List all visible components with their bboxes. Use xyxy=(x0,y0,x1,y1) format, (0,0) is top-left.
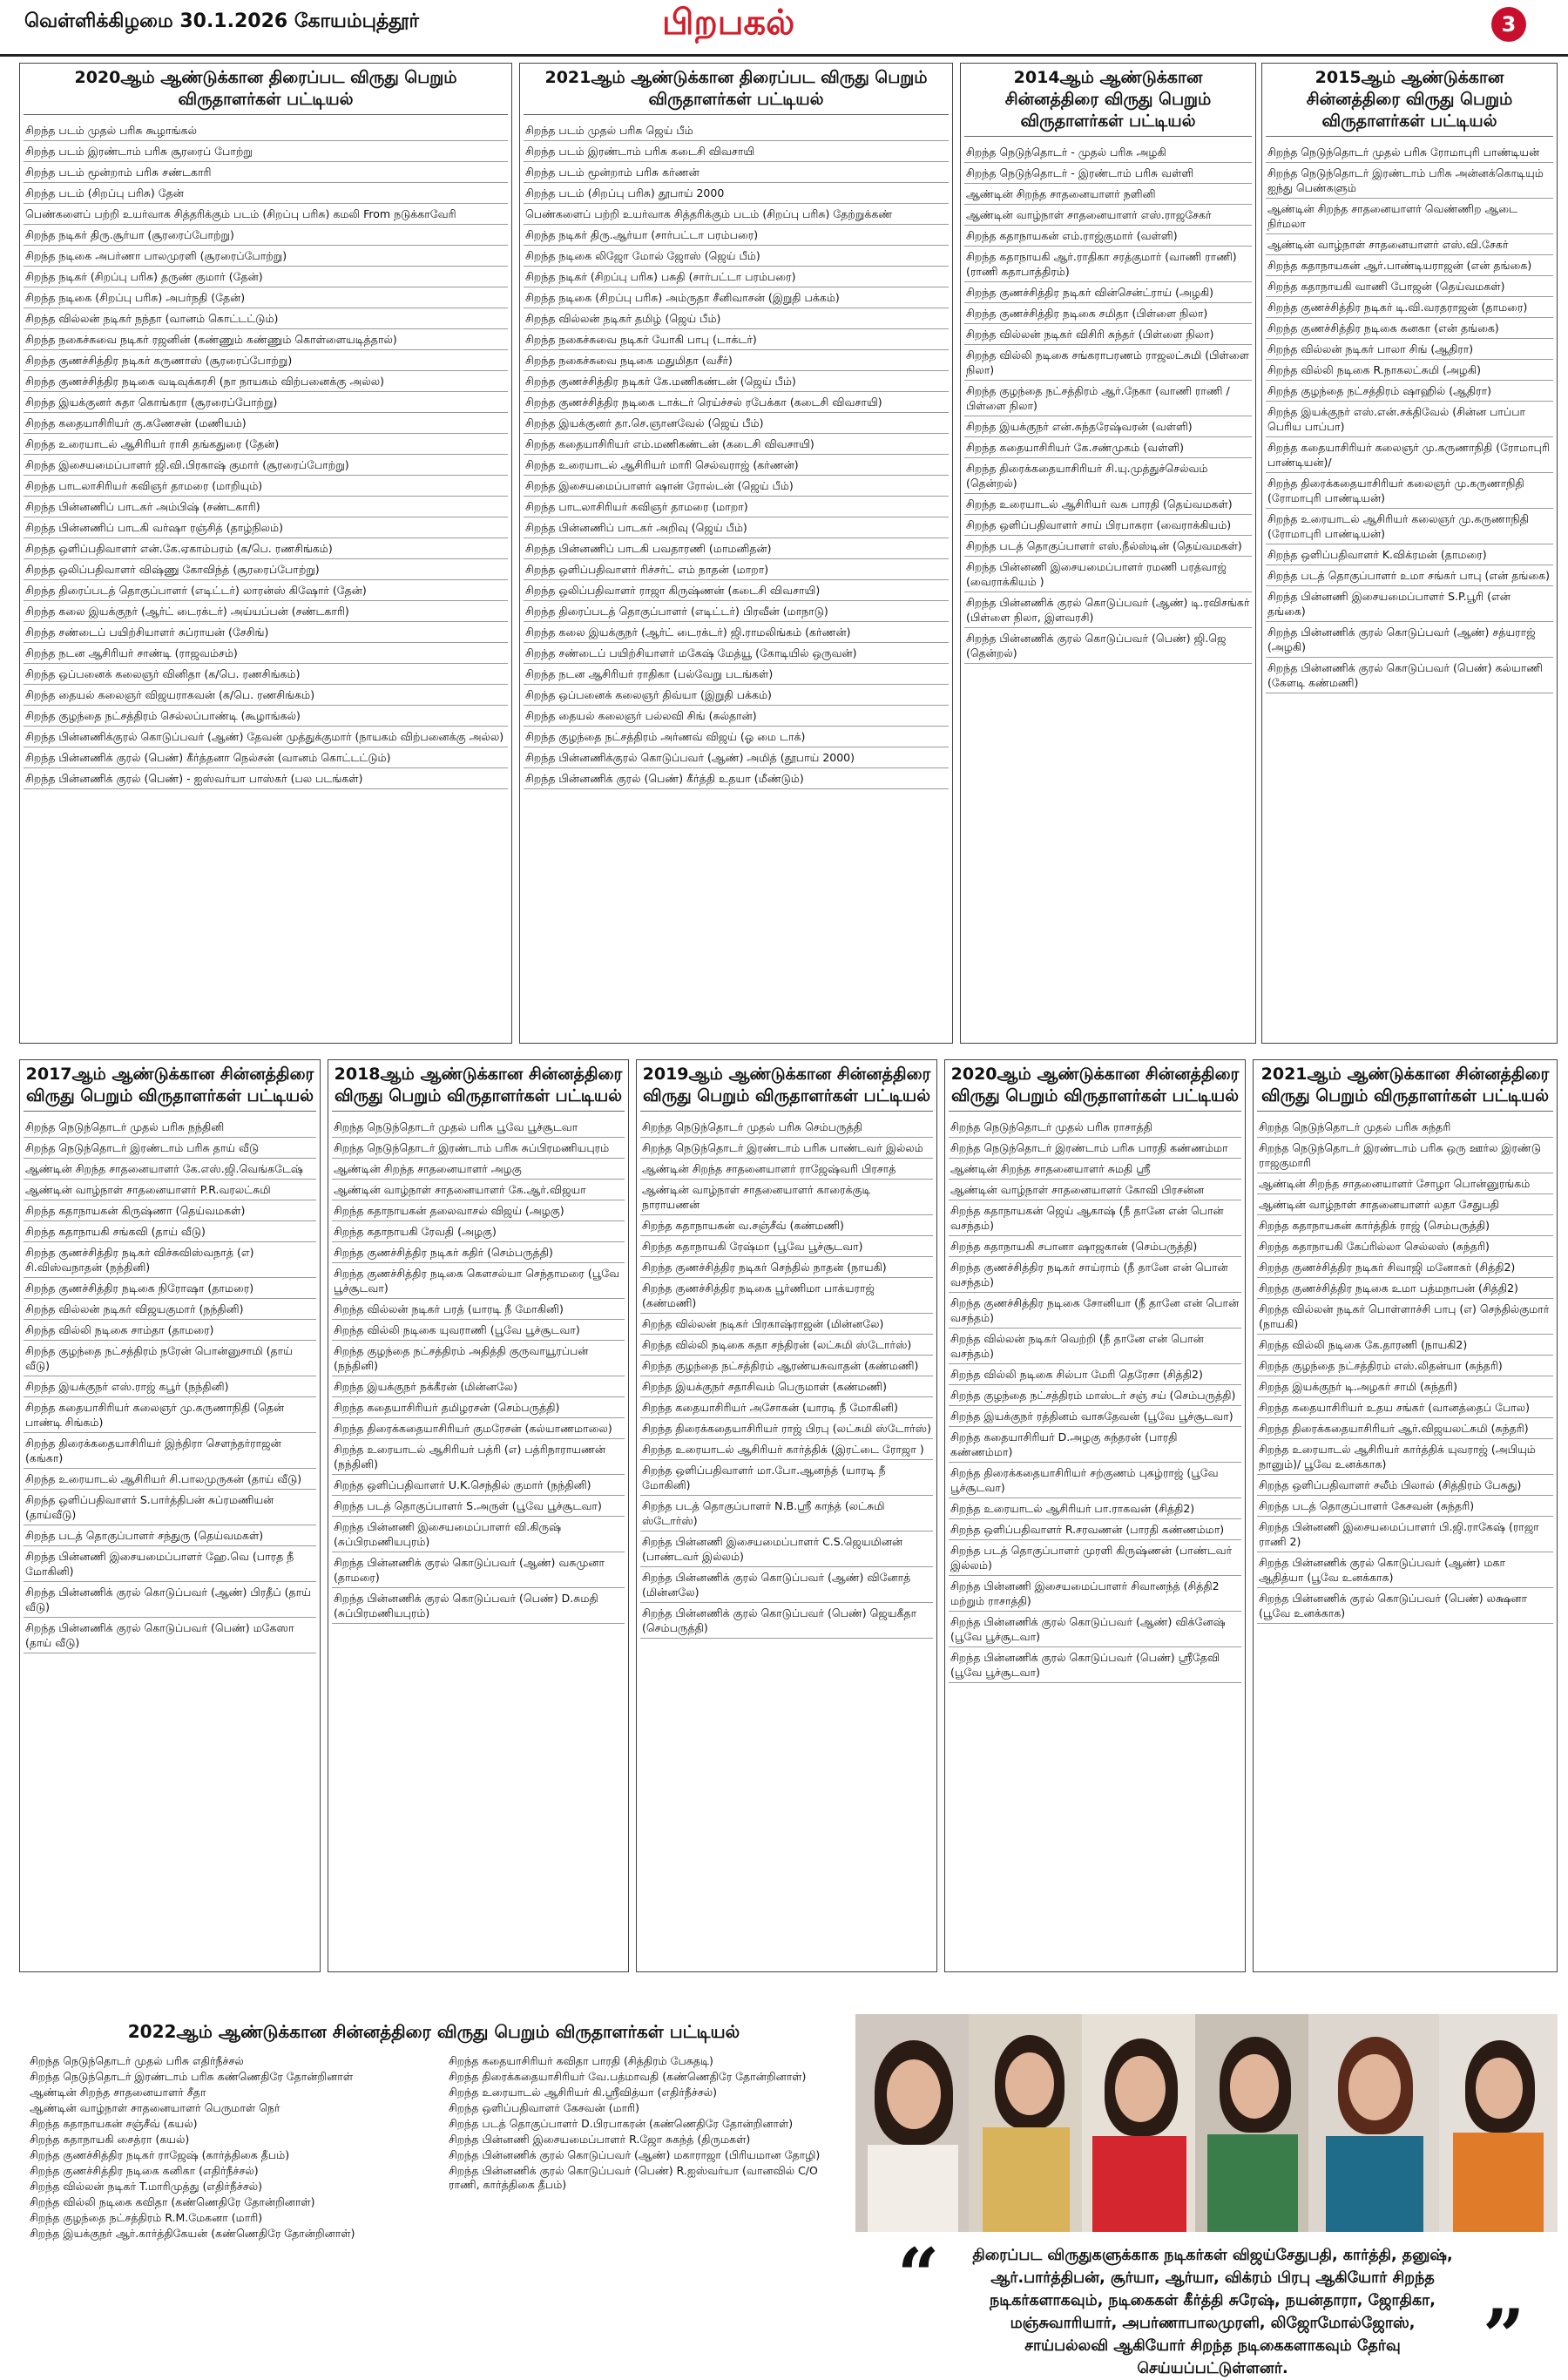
award-entry: சிறந்த உரையாடல் ஆசிரியர் மாரி செல்வராஜ் (கர்ணன்) xyxy=(524,455,949,476)
award-entry: பெண்களைப் பற்றி உயர்வாக சித்தரிக்கும் படம் (சிறப்பு பரிசு) தேற்றுக்கண் xyxy=(524,204,949,225)
actress-photo-2 xyxy=(969,2014,1082,2232)
award-entry: சிறந்த சண்டைப் பயிற்சியாளர் மகேஷ் மேத்யூ (கோடியில் ஒருவன்) xyxy=(524,643,949,664)
award-entry: சிறந்த ஒலிப்பதிவாளர் ராஜா கிருஷ்ணன் (கடைசி விவசாயி) xyxy=(524,580,949,601)
award-entry: சிறந்த இயக்குநர் டி.அழகர் சாமி (சுந்தரி) xyxy=(1257,1376,1553,1397)
award-entry: சிறந்த கதையாசிரியர் கே.சண்முகம் (வள்ளி) xyxy=(964,437,1252,458)
award-entry: சிறந்த இயக்குநர் ரத்தினம் வாசுதேவன் (பூவே பூச்சூடவா) xyxy=(949,1406,1241,1427)
award-entry: சிறந்த பின்னணிப் பாடகி வர்ஷா ரஞ்சித் (தாழ்நிலம்) xyxy=(24,517,508,538)
award-entry: சிறந்த படத் தொகுப்பாளர் சந்துரு (தெய்வமகள்) xyxy=(24,1525,316,1546)
tv-awards-2020-list xyxy=(949,1117,1241,1683)
award-entry: சிறந்த படம் இரண்டாம் பரிசு கடைசி விவசாயி xyxy=(524,141,949,162)
tv-awards-2022-title: 2022ஆம் ஆண்டுக்கான சின்னத்திரை விருது பெறும் விருதாளர்கள் பட்டியல் xyxy=(127,2021,740,2042)
actress-photo-collage xyxy=(855,2014,1558,2232)
award-entry: சிறந்த பின்னணிப் பாடகர் அறிவு (ஜெய் பீம்) xyxy=(524,517,949,538)
award-entry: சிறந்த படத் தொகுப்பாளர் N.B.ஸ்ரீ காந்த் (லட்சுமி ஸ்டோர்ஸ்) xyxy=(640,1496,933,1531)
award-entry: சிறந்த படம் முதல் பரிசு ஜெய் பீம் xyxy=(524,120,949,141)
award-entry: சிறந்த பின்னணிக் குரல் கொடுப்பவர் (பெண்) மகேஸா (தாய் வீடு) xyxy=(24,1618,316,1653)
award-entry: சிறந்த கதையாசிரியர் கு.கணேசன் (மணியம்) xyxy=(24,413,508,434)
award-entry: சிறந்த படம் (சிறப்பு பரிசு) தூபாய் 2000 xyxy=(524,183,949,204)
award-entry: சிறந்த நெடுந்தொடர் இரண்டாம் பரிசு அன்னக்கொடியும் ஐந்து பெண்களும் xyxy=(1266,163,1553,199)
award-entry: சிறந்த கதாநாயகன் வ.சஞ்சீவ் (கண்மணி) xyxy=(640,1215,933,1236)
award-entry: சிறந்த நடிகர் (சிறப்பு பரிசு) பசுதி (சார்பட்டா பரம்பரை) xyxy=(524,267,949,287)
award-entry: சிறந்த பின்னணிக் குரல் (பெண்) கீர்த்தனா நெல்சன் (வானம் கொட்டட்டும்) xyxy=(24,747,508,768)
tv-awards-2018-list xyxy=(332,1117,625,1624)
award-entry: சிறந்த நடிகர் திரு.சூர்யா (சூரரைப்போற்று) xyxy=(24,225,508,246)
award-entry: சிறந்த நடன ஆசிரியர் ராதிகா (பல்வேறு படங்கள்) xyxy=(524,664,949,685)
award-entry: சிறந்த வில்லி நடிகை சில்பா மேரி தெரேசா (சித்தி2) xyxy=(949,1364,1241,1385)
award-entry: சிறந்த பின்னணிக் குரல் கொடுப்பவர் (பெண்) ஜி.ஜெ (தென்றல்) xyxy=(964,628,1252,664)
award-entry: சிறந்த குணச்சித்திர நடிகர் சிவாஜி மனோகர் (சித்தி2) xyxy=(1257,1257,1553,1278)
award-entry: சிறந்த பின்னணிக் குரல் கொடுப்பவர் (பெண்) ஜெயகீதா (செம்பருத்தி) xyxy=(640,1603,933,1639)
award-entry: சிறந்த ஒளிப்பதிவாளர் கேசவன் (மாரி) xyxy=(449,2101,640,2114)
award-entry: சிறந்த கதாநாயகி கேப்ரில்லா செல்லஸ் (சுந்தரி) xyxy=(1257,1236,1553,1257)
film-awards-2020-list xyxy=(24,120,508,789)
award-entry: சிறந்த கதாநாயகி ரேவதி (அழகு) xyxy=(332,1221,625,1242)
award-entry: சிறந்த ஒளிப்பதிவாளர் U.K.செந்தில் குமார் (நந்தினி) xyxy=(332,1475,625,1496)
award-entry: சிறந்த உரையாடல் ஆசிரியர் ராசி தங்கதுரை (தேன்) xyxy=(24,434,508,455)
award-entry: சிறந்த பின்னணி இசையமைப்பாளர் வி.கிருஷ் (சுப்பிரமணியபுரம்) xyxy=(332,1517,625,1552)
award-entry: சிறந்த உரையாடல் ஆசிரியர் வசு பாரதி (தெய்வமகள்) xyxy=(964,494,1252,515)
award-entry: சிறந்த நடிகை (சிறப்பு பரிசு) அபர்நதி (தேன்) xyxy=(24,287,508,308)
award-entry: சிறந்த பின்னணி இசையமைப்பாளர் C.S.ஜெயமினன் (பாண்டவர் இல்லம்) xyxy=(640,1531,933,1567)
award-entry: சிறந்த பின்னணிக் குரல் கொடுப்பவர் (ஆண்) பிரதீப் (தாய் வீடு) xyxy=(24,1582,316,1618)
tv-awards-2017-box xyxy=(19,1059,321,1972)
award-entry: சிறந்த வில்லன் நடிகர் விஜயகுமார் (நந்தினி) xyxy=(24,1299,316,1320)
award-entry: சிறந்த பின்னணி இசையமைப்பாளர் S.P.பூரி (என் தங்கை) xyxy=(1266,586,1553,622)
actress-photo-6 xyxy=(1439,2014,1558,2232)
award-entry: சிறந்த இயக்குனர் சுதா கொங்கரா (சூரரைப்போற்று) xyxy=(24,392,508,413)
award-entry: சிறந்த உரையாடல் ஆசிரியர் கார்த்திக் யுவராஜ் (அபியும் நானும்)/ பூவே உனக்காக) xyxy=(1257,1439,1553,1475)
award-entry: ஆண்டின் சிறந்த சாதனையாளர் சுமதி ஸ்ரீ xyxy=(949,1159,1241,1180)
award-entry: சிறந்த திரைக்கதையாசிரியர் குமரேசன் (கல்யாணமாலை) xyxy=(332,1418,625,1439)
award-entry: சிறந்த வில்லன் நடிகர் பொள்ளாச்சி பாபு (எ) செந்தில்குமார் (நாயகி) xyxy=(1257,1299,1553,1335)
award-entry: சிறந்த கதாநாயகி சங்கவி (தாய் வீடு) xyxy=(24,1221,316,1242)
award-entry: சிறந்த திரைக்கதையாசிரியர் வே.பத்மாவதி (கண்ணெதிரே தோன்றினாள்) xyxy=(449,2070,807,2083)
award-entry: சிறந்த நடன ஆசிரியர் சாண்டி (ராஜவம்சம்) xyxy=(24,643,508,664)
award-entry: சிறந்த கலை இயக்குநர் (ஆர்ட் டைரக்டர்) ஜி.ராமலிங்கம் (கர்ணன்) xyxy=(524,622,949,643)
award-entry: சிறந்த பின்னணிக் குரல் கொடுப்பவர் (பெண்) ஸ்ரீதேவி (பூவே பூச்சூடவா) xyxy=(949,1647,1241,1683)
tv-awards-2017-list xyxy=(24,1117,316,1653)
award-entry: சிறந்த பின்னணிக் குரல் (பெண்) - ஐஸ்வர்யா பாஸ்கர் (பல படங்கள்) xyxy=(24,768,508,789)
award-entry: சிறந்த குணச்சித்திர நடிகை உமா பத்மநாபன் (சித்தி2) xyxy=(1257,1278,1553,1299)
award-entry: சிறந்த கதாநாயகன் எம்.ராஜ்குமார் (வள்ளி) xyxy=(964,226,1252,247)
award-entry: சிறந்த சண்டைப் பயிற்சியாளர் சுப்ராயன் (சேசிங்) xyxy=(24,622,508,643)
award-entry: சிறந்த நடிகர் (சிறப்பு பரிசு) தருண் குமார் (தேன்) xyxy=(24,267,508,287)
tv-awards-2022-right-list xyxy=(447,2053,840,2241)
masthead xyxy=(0,0,1568,57)
award-entry: சிறந்த வில்லி நடிகை கவிதா (கண்ணெதிரே தோன்றினாள்) xyxy=(30,2195,315,2208)
film-awards-2020-box xyxy=(19,63,512,1044)
award-entry: சிறந்த குழந்தை நட்சத்திரம் R.M.மேகனா (மாரி) xyxy=(30,2211,263,2224)
actress-photo-4 xyxy=(1195,2014,1308,2232)
tv-awards-2014-title: 2014ஆம் ஆண்டுக்கான சின்னத்திரை விருது பெறும் விருதாளர்கள் பட்டியல் xyxy=(964,67,1252,137)
award-entry: சிறந்த தையல் கலைஞர் பல்லவி சிங் (சுல்தான்) xyxy=(524,706,949,727)
tv-awards-2015-list xyxy=(1266,142,1553,693)
award-entry: சிறந்த நெடுந்தொடர் இரண்டாம் பரிசு பாரதி கண்ணம்மா xyxy=(949,1138,1241,1159)
award-entry: சிறந்த நெடுந்தொடர் இரண்டாம் பரிசு பாண்டவர் இல்லம் xyxy=(640,1138,933,1159)
award-entry: சிறந்த இசையமைப்பாளர் ஜி.வி.பிரகாஷ் குமார் (சூரரைப்போற்று) xyxy=(24,455,508,476)
award-entry: சிறந்த திரைக்கதையாசிரியர் கலைஞர் மு.கருணாநிதி (ரோமாபுரி பாண்டியன்) xyxy=(1266,473,1553,509)
tv-awards-2021-title: 2021ஆம் ஆண்டுக்கான சின்னத்திரை விருது பெறும் விருதாளர்கள் பட்டியல் xyxy=(1257,1064,1553,1112)
tv-awards-2021-list xyxy=(1257,1117,1553,1624)
award-entry: சிறந்த பின்னணிக் குரல் கொடுப்பவர் (பெண்) R.ஐஸ்வர்யா (வானவில் C/O ராணி, கார்த்திகை தீபம்) xyxy=(449,2164,818,2191)
award-entry: சிறந்த குணச்சித்திர நடிகர் கே.மணிகண்டன் (ஜெய் பீம்) xyxy=(524,371,949,392)
award-entry: சிறந்த வில்லி நடிகை சுதா சந்திரன் (லட்சுமி ஸ்டோர்ஸ்) xyxy=(640,1335,933,1356)
award-entry: சிறந்த திரைப்படத் தொகுப்பாளர் (எடிட்டர்) லாரன்ஸ் கிஷோர் (தேன்) xyxy=(24,580,508,601)
award-entry: சிறந்த பின்னணிக்குரல் கொடுப்பவர் (ஆண்) தேவன் முத்துக்குமார் (நாயகம் விற்பனைக்கு அல்ல) xyxy=(24,727,508,747)
award-entry: சிறந்த நெடுந்தொடர் இரண்டாம் பரிசு தாய் வீடு xyxy=(24,1138,316,1159)
award-entry: சிறந்த ஒளிப்பதிவாளர் R.சரவணன் (பாரதி கண்ணம்மா) xyxy=(949,1519,1241,1540)
award-entry: ஆண்டின் வாழ்நாள் சாதனையாளர் கே.ஆர்.விஜயா xyxy=(332,1180,625,1200)
award-entry: சிறந்த குணச்சித்திர நடிகை டாக்டர் ரெய்ச்சல் ரபேக்கா (கடைசி விவசாயி) xyxy=(524,392,949,413)
award-entry: சிறந்த நடிகர் திரு.ஆர்யா (சார்பட்டா பரம்பரை) xyxy=(524,225,949,246)
award-entry: ஆண்டின் வாழ்நாள் சாதனையாளர் எஸ்.ராஜசேகர் xyxy=(964,205,1252,226)
award-entry: சிறந்த நெடுந்தொடர் முதல் பரிசு எதிர்நீச்சல் xyxy=(30,2054,244,2067)
award-entry: சிறந்த பின்னணிக் குரல் கொடுப்பவர் (பெண்) லக்ஷனா (பூவே உனக்காக) xyxy=(1257,1588,1553,1624)
award-entry: சிறந்த குணச்சித்திர நடிகர் சாய்ராம் (நீ தானே என் பொன் வசந்தம்) xyxy=(949,1257,1241,1293)
award-entry: சிறந்த பின்னணிக்குரல் கொடுப்பவர் (ஆண்) அமித் (தூபாய் 2000) xyxy=(524,747,949,768)
award-entry: சிறந்த நெடுந்தொடர் முதல் பரிசு செம்பருத்தி xyxy=(640,1117,933,1138)
award-entry: சிறந்த கதையாசிரியர் அசோகன் (யாரடி நீ மோகினி) xyxy=(640,1397,933,1418)
award-entry: சிறந்த நடிகை லிஜோ மோல் ஜோஸ் (ஜெய் பீம்) xyxy=(524,246,949,267)
award-entry: சிறந்த நெடுந்தொடர் இரண்டாம் பரிசு கண்ணெதிரே தோன்றினாள் xyxy=(30,2070,354,2083)
award-entry: ஆண்டின் வாழ்நாள் சாதனையாளர் எஸ்.வி.சேகர் xyxy=(1266,234,1553,255)
award-entry: சிறந்த ஒப்பனைக் கலைஞர் திவ்யா (இறுதி பக்கம்) xyxy=(524,685,949,706)
award-entry: ஆண்டின் வாழ்நாள் சாதனையாளர் கோவி பிரசன்ன xyxy=(949,1180,1241,1200)
award-entry: சிறந்த கதாநாயகன் கிருஷ்ணா (தெய்வமகள்) xyxy=(24,1200,316,1221)
award-entry: சிறந்த படம் இரண்டாம் பரிசு சூரரைப் போற்று xyxy=(24,141,508,162)
award-entry: சிறந்த பாடலாசிரியர் கவிஞர் தாமரை (மாறியும்) xyxy=(24,476,508,497)
award-entry: சிறந்த திரைக்கதையாசிரியர் ஆர்.விஜயலட்சுமி (சுந்தரி) xyxy=(1257,1418,1553,1439)
award-entry: சிறந்த பின்னணிக் குரல் கொடுப்பவர் (ஆண்) டி.ரவிசங்கர் (பிள்ளை நிலா, இளவரசி) xyxy=(964,592,1252,628)
award-entry: சிறந்த ஒளிப்பதிவாளர் மா.போ.ஆனந்த் (யாரடி நீ மோகினி) xyxy=(640,1460,933,1496)
award-entry: சிறந்த திரைக்கதையாசிரியர் சற்குணம் புகழ்ராஜ் (பூவே பூச்சூடவா) xyxy=(949,1463,1241,1498)
award-entry: சிறந்த ஒளிப்பதிவாளர் சாய் பிரபாகரா (வைராக்கியம்) xyxy=(964,515,1252,536)
award-entry: சிறந்த திரைக்கதையாசிரியர் இந்திரா சௌந்தர்ராஜன் (கங்கா) xyxy=(24,1433,316,1469)
award-entry: சிறந்த உரையாடல் ஆசிரியர் பத்ரி (எ) பத்ரிநாராயணன் (நந்தினி) xyxy=(332,1439,625,1475)
tv-awards-2021-box xyxy=(1253,1059,1558,1972)
award-entry: சிறந்த கதாநாயகி ரேஷ்மா (பூவே பூச்சூடவா) xyxy=(640,1236,933,1257)
award-entry: சிறந்த பின்னணிக் குரல் கொடுப்பவர் (ஆண்) விக்னேஷ் (பூவே பூச்சூடவா) xyxy=(949,1612,1241,1647)
tv-awards-2019-box xyxy=(636,1059,937,1972)
award-entry: சிறந்த குணச்சித்திர நடிகை சமிதா (பிள்ளை நிலா) xyxy=(964,303,1252,324)
tv-awards-2019-list xyxy=(640,1117,933,1639)
award-entry: சிறந்த குழந்தை நட்சத்திரம் மாஸ்டர் சஞ் சய் (செம்பருத்தி) xyxy=(949,1385,1241,1406)
award-entry: சிறந்த குணச்சித்திர நடிகை வடிவுக்கரசி (நா நாயகம் விற்பனைக்கு அல்ல) xyxy=(24,371,508,392)
award-entry: சிறந்த ஒளிப்பதிவாளர் சலீம் பிலால் (சித்திரம் பேசுது) xyxy=(1257,1475,1553,1496)
award-entry: சிறந்த படம் மூன்றாம் பரிசு கர்ணன் xyxy=(524,162,949,183)
award-entry: சிறந்த நகைச்சுவை நடிகர் ரஜனின் (கண்ணும் கண்ணும் கொள்ளையடித்தால்) xyxy=(24,329,508,350)
close-quote-mark: ” xyxy=(1483,2293,1525,2379)
award-entry: சிறந்த இயக்குநர் சதாசிவம் பெருமாள் (கண்மணி) xyxy=(640,1376,933,1397)
actress-photo-3 xyxy=(1082,2014,1195,2232)
award-entry: சிறந்த கதையாசிரியர் கவிதா பாரதி (சித்திரம் பேசுதடி) xyxy=(449,2054,713,2067)
tv-awards-2017-title: 2017ஆம் ஆண்டுக்கான சின்னத்திரை விருது பெறும் விருதாளர்கள் பட்டியல் xyxy=(24,1064,316,1112)
award-entry: சிறந்த கலை இயக்குநர் (ஆர்ட் டைரக்டர்) அய்யப்பன் (சண்டகாரி) xyxy=(24,601,508,622)
award-entry: சிறந்த குணச்சித்திர நடிகர் வின்சென்ட்ராய் (அழகி) xyxy=(964,282,1252,303)
award-entry: சிறந்த குணச்சித்திர நடிகை நிரோஷா (தாமரை) xyxy=(24,1278,316,1299)
award-entry: சிறந்த குழந்தை நட்சத்திரம் அதித்தி குருவாயூரப்பன் (நந்தினி) xyxy=(332,1341,625,1376)
award-entry: சிறந்த கதையாசிரியர் எம்.மணிகண்டன் (கடைசி விவசாயி) xyxy=(524,434,949,455)
award-entry: சிறந்த ஒளிப்பதிவாளர் K.விக்ரமன் (தாமரை) xyxy=(1266,544,1553,565)
film-awards-2021-title: 2021ஆம் ஆண்டுக்கான திரைப்பட விருது பெறும் விருதாளர்கள் பட்டியல் xyxy=(524,67,949,115)
tv-awards-2014-list xyxy=(964,142,1252,664)
award-entry: ஆண்டின் சிறந்த சாதனையாளர் வெண்ணிற ஆடை நிர்மலா xyxy=(1266,199,1553,234)
award-entry: சிறந்த நகைச்சுவை நடிகை மதுமிதா (வசீர்) xyxy=(524,350,949,371)
tv-awards-2019-title: 2019ஆம் ஆண்டுக்கான சின்னத்திரை விருது பெறும் விருதாளர்கள் பட்டியல் xyxy=(640,1064,933,1112)
award-entry: பெண்களைப் பற்றி உயர்வாக சித்தரிக்கும் படம் (சிறப்பு பரிசு) கமலி From நடுக்காவேரி xyxy=(24,204,508,225)
award-entry: சிறந்த படத் தொகுப்பாளர் உமா சங்கர் பாபு (என் தங்கை) xyxy=(1266,565,1553,586)
award-entry: சிறந்த நடிகை அபர்ணா பாலமுரளி (சூரரைப்போற்று) xyxy=(24,246,508,267)
award-entry: சிறந்த பின்னணிப் பாடகி பவதாரணி (மாமனிதன்) xyxy=(524,538,949,559)
award-entry: சிறந்த வில்லன் நடிகர் பிரகாஷ்ராஜன் (மின்னலே) xyxy=(640,1314,933,1335)
award-entry: ஆண்டின் சிறந்த சாதனையாளர் சோழா பொன்னுரங்கம் xyxy=(1257,1173,1553,1194)
award-entry: சிறந்த குணச்சித்திர நடிகை கௌசல்யா செந்தாமரை (பூவே பூச்சூடவா) xyxy=(332,1263,625,1299)
award-entry: சிறந்த நெடுந்தொடர் முதல் பரிசு ரோமாபுரி பாண்டியன் xyxy=(1266,142,1553,163)
award-entry: சிறந்த பின்னணிப் பாடகர் அம்பிஷ் (சண்டகாரி) xyxy=(24,497,508,517)
tv-awards-2015-title: 2015ஆம் ஆண்டுக்கான சின்னத்திரை விருது பெறும் விருதாளர்கள் பட்டியல் xyxy=(1266,67,1553,137)
award-entry: சிறந்த படத் தொகுப்பாளர் கேசவன் (சுந்தரி) xyxy=(1257,1496,1553,1517)
award-entry: சிறந்த இயக்குநர் ஆர்.கார்த்திகேயன் (கண்ணெதிரே தோன்றினாள்) xyxy=(30,2227,355,2240)
award-entry: சிறந்த நெடுந்தொடர் - இரண்டாம் பரிசு வள்ளி xyxy=(964,163,1252,184)
tv-awards-2022-left-list xyxy=(28,2053,421,2241)
award-entry: சிறந்த ஒளிப்பதிவாளர் S.பார்த்திபன் சுப்ரமணியன் (தாய்வீடு) xyxy=(24,1490,316,1525)
award-entry: சிறந்த பின்னணிக் குரல் கொடுப்பவர் (பெண்) கல்யாணி (கேளடி கண்மணி) xyxy=(1266,658,1553,693)
award-entry: சிறந்த இயக்குநர் நக்கீரன் (மின்னலே) xyxy=(332,1376,625,1397)
award-entry: சிறந்த படம் மூன்றாம் பரிசு சண்டகாரி xyxy=(24,162,508,183)
award-entry: சிறந்த குழந்தை நட்சத்திரம் நரேன் பொன்னுசாமி (தாய் வீடு) xyxy=(24,1341,316,1376)
award-entry: சிறந்த குணச்சித்திர நடிகை பூர்ணிமா பாக்யராஜ் (கண்மணி) xyxy=(640,1278,933,1314)
award-entry: சிறந்த பின்னணி இசையமைப்பாளர் R.ஜோ சுகந்த் (திருமகள்) xyxy=(449,2133,751,2146)
award-entry: சிறந்த பின்னணிக் குரல் கொடுப்பவர் (ஆண்) சத்யராஜ் (அழகி) xyxy=(1266,622,1553,658)
award-entry: சிறந்த நெடுந்தொடர் முதல் பரிசு சுந்தரி xyxy=(1257,1117,1553,1138)
award-entry: சிறந்த உரையாடல் ஆசிரியர் பா.ராகவன் (சித்தி2) xyxy=(949,1498,1241,1519)
award-entry: சிறந்த குழந்தை நட்சத்திரம் ஆர்.நேகா (வாணி ராணி / பிள்ளை நிலா) xyxy=(964,381,1252,416)
award-entry: சிறந்த கதையாசிரியர் உதய சங்கர் (வானத்தைப் போல) xyxy=(1257,1397,1553,1418)
award-entry: சிறந்த உரையாடல் ஆசிரியர் கார்த்திக் (இரட்டை ரோஜா ) xyxy=(640,1439,933,1460)
award-entry: சிறந்த ஒளிப்பதிவாளர் என்.கே.ஏகாம்பரம் (க/பெ. ரணசிங்கம்) xyxy=(24,538,508,559)
award-entry: சிறந்த குணச்சித்திர நடிகர் செந்தில் நாதன் (நாயகி) xyxy=(640,1257,933,1278)
award-entry: சிறந்த பின்னணிக் குரல் (பெண்) கீர்த்தி உதயா (மீண்டும்) xyxy=(524,768,949,789)
film-awards-2021-list xyxy=(524,120,949,789)
film-awards-2020-title: 2020ஆம் ஆண்டுக்கான திரைப்பட விருது பெறும் விருதாளர்கள் பட்டியல் xyxy=(24,67,508,115)
award-entry: சிறந்த திரைப்படத் தொகுப்பாளர் (எடிட்டர்) பிரவீன் (மாநாடு) xyxy=(524,601,949,622)
award-entry: சிறந்த கதையாசிரியர் கலைஞர் மு.கருணாநிதி (தென் பாண்டி சிங்கம்) xyxy=(24,1397,316,1433)
award-entry: சிறந்த கதாநாயகன் சஞ்சீவ் (கயல்) xyxy=(30,2117,198,2130)
award-entry: ஆண்டின் சிறந்த சாதனையாளர் ராஜேஷ்வரி பிரசாத் xyxy=(640,1159,933,1180)
award-entry: சிறந்த உரையாடல் ஆசிரியர் கி.ஸ்ரீவித்யா (எதிர்நீச்சல்) xyxy=(449,2086,717,2099)
award-entry: சிறந்த ஒலிப்பதிவாளர் விஷ்ணு கோவிந்த் (சூரரைப்போற்று) xyxy=(24,559,508,580)
award-entry: ஆண்டின் வாழ்நாள் சாதனையாளர் லதா சேதுபதி xyxy=(1257,1194,1553,1215)
award-entry: சிறந்த வில்லி நடிகை கே.தாரணி (நாயகி2) xyxy=(1257,1335,1553,1356)
actress-photo-1 xyxy=(855,2014,969,2232)
award-entry: சிறந்த பின்னணிக் குரல் கொடுப்பவர் (ஆண்) வசுமுனா (தாமரை) xyxy=(332,1552,625,1588)
award-entry: சிறந்த வில்லன் நடிகர் பாலா சிங் (ஆதிரா) xyxy=(1266,339,1553,360)
tv-awards-2018-title: 2018ஆம் ஆண்டுக்கான சின்னத்திரை விருது பெறும் விருதாளர்கள் பட்டியல் xyxy=(332,1064,625,1112)
award-entry: சிறந்த குழந்தை நட்சத்திரம் ஆரண்யசுவாதன் (கண்மணி) xyxy=(640,1356,933,1376)
award-entry: சிறந்த குணச்சித்திர நடிகர் கருணாஸ் (சூரரைப்போற்று) xyxy=(24,350,508,371)
award-entry: சிறந்த கதாநாயகி ஆர்.ராதிகா சரத்குமார் (வாணி ராணி) (ராணி கதாபாத்திரம்) xyxy=(964,247,1252,282)
award-entry: சிறந்த நெடுந்தொடர் முதல் பரிசு ராசாத்தி xyxy=(949,1117,1241,1138)
award-entry: சிறந்த வில்லன் நடிகர் பரத் (யாரடி நீ மோகினி) xyxy=(332,1299,625,1320)
award-entry: சிறந்த பின்னணி இசையமைப்பாளர் ஹே.வெ (பாரத நீ மோகினி) xyxy=(24,1546,316,1582)
award-entry: சிறந்த குணச்சித்திர நடிகை சோனியா (நீ தானே என் பொன் வசந்தம்) xyxy=(949,1293,1241,1329)
award-entry: சிறந்த நெடுந்தொடர் இரண்டாம் பரிசு ஒரு ஊர்ல இரண்டு ராஜகுமாரி xyxy=(1257,1138,1553,1173)
award-entry: சிறந்த குணச்சித்திர நடிகர் கதிர் (செம்பருத்தி) xyxy=(332,1242,625,1263)
newspaper-logo: பிறபகல் xyxy=(662,2,795,43)
tv-awards-2022-box xyxy=(24,2014,843,2370)
quote-text: திரைப்பட விருதுகளுக்காக நடிகர்கள் விஜய்சேதுபதி, கார்த்தி, தனுஷ், ஆர்.பார்த்திபன், சூர்யா, ஆர்யா, விக்ரம் பிரபு ஆகியோர் சிறந்த நடிகர்களாகவும், நடிகைகள் கீர்த்தி சுரேஷ், நயன்தாரா, ஜோதிகா, மஞ்சுவாரியார், அபர்ணாபாலமுரளி, லிஜோமோல்ஜோஸ், சாய்பல்லவி ஆகியோர் சிறந்த நடிகைகளாகவும் தேர்வு செய்யப்பட்டுள்ளனர். xyxy=(972,2247,1453,2377)
award-entry: சிறந்த குழந்தை நட்சத்திரம் செல்லப்பாண்டி (கூழாங்கல்) xyxy=(24,706,508,727)
award-entry: சிறந்த குணச்சித்திர நடிகர் டி.வி.வரதராஜன் (தாமரை) xyxy=(1266,297,1553,318)
award-entry: சிறந்த படத் தொகுப்பாளர் S.அருள் (பூவே பூச்சூடவா) xyxy=(332,1496,625,1517)
award-entry: சிறந்த படத் தொகுப்பாளர் முரளி கிருஷ்ணன் (பாண்டவர் இல்லம்) xyxy=(949,1540,1241,1576)
award-entry: சிறந்த வில்லி நடிகை R.நாகலட்சுமி (அழகி) xyxy=(1266,360,1553,381)
award-entry: சிறந்த கதையாசிரியர் கலைஞர் மு.கருணாநிதி (ரோமாபுரி பாண்டியன்)/ xyxy=(1266,437,1553,473)
award-entry: சிறந்த வில்லி நடிகை யுவராணி (பூவே பூச்சூடவா) xyxy=(332,1320,625,1341)
tv-awards-2014-box xyxy=(960,63,1256,1044)
award-entry: சிறந்த இயக்குநர் எஸ்.என்.சக்திவேல் (சின்ன பாப்பா பெரிய பாப்பா) xyxy=(1266,402,1553,437)
award-entry: சிறந்த நெடுந்தொடர் - முதல் பரிசு அழகி xyxy=(964,142,1252,163)
award-entry: சிறந்த கதையாசிரியர் தமிழரசன் (செம்பருத்தி) xyxy=(332,1397,625,1418)
award-entry: சிறந்த படத் தொகுப்பாளர் D.பிரபாகரன் (கண்ணெதிரே தோன்றினாள்) xyxy=(449,2117,794,2130)
award-entry: சிறந்த நெடுந்தொடர் முதல் பரிசு நந்தினி xyxy=(24,1117,316,1138)
award-entry: சிறந்த ஒப்பனைக் கலைஞர் வினிதா (க/பெ. ரணசிங்கம்) xyxy=(24,664,508,685)
award-entry: சிறந்த குழந்தை நட்சத்திரம் எஸ்.லிதன்யா (சுந்தரி) xyxy=(1257,1356,1553,1376)
award-entry: சிறந்த திரைக்கதையாசிரியர் சி.யு.முத்துச்செல்வம் (தென்றல்) xyxy=(964,458,1252,494)
award-entry: சிறந்த பின்னணி இசையமைப்பாளர் பி.ஜி.ராகேஷ் (ராஜா ராணி 2) xyxy=(1257,1517,1553,1552)
award-entry: சிறந்த படம் முதல் பரிசு கூழாங்கல் xyxy=(24,120,508,141)
award-entry: சிறந்த நெடுந்தொடர் இரண்டாம் பரிசு சுப்பிரமணியபுரம் xyxy=(332,1138,625,1159)
quote-box xyxy=(855,2232,1558,2379)
award-entry: சிறந்த குணச்சித்திர நடிகை கனகா (என் தங்கை) xyxy=(1266,318,1553,339)
award-entry: சிறந்த பின்னணி இசையமைப்பாளர் ரமணி பரத்வாஜ் (வைராக்கியம் ) xyxy=(964,557,1252,592)
award-entry: சிறந்த திரைக்கதையாசிரியர் ராஜ் பிரபு (லட்சுமி ஸ்டோர்ஸ்) xyxy=(640,1418,933,1439)
award-entry: ஆண்டின் வாழ்நாள் சாதனையாளர் காரைக்குடி நாராயணன் xyxy=(640,1180,933,1215)
award-entry: சிறந்த குணச்சித்திர நடிகர் ராஜேஷ் (கார்த்திகை தீபம்) xyxy=(30,2148,290,2161)
award-entry: சிறந்த வில்லன் நடிகர் நந்தா (வானம் கொட்டட்டும்) xyxy=(24,308,508,329)
open-quote-mark: “ xyxy=(897,2232,940,2318)
film-awards-2021-box xyxy=(519,63,953,1044)
award-entry: சிறந்த பாடலாசிரியர் கவிஞர் தாமரை (மாறா) xyxy=(524,497,949,517)
award-entry: சிறந்த குணச்சித்திர நடிகை கனிகா (எதிர்நீச்சல்) xyxy=(30,2164,259,2177)
award-entry: சிறந்த வில்லி நடிகை சங்கராபரணம் ராஜலட்சுமி (பிள்ளை நிலா) xyxy=(964,345,1252,381)
award-entry: சிறந்த நடிகை (சிறப்பு பரிசு) அம்ருதா சீனிவாசன் (இறுதி பக்கம்) xyxy=(524,287,949,308)
issue-date: வெள்ளிக்கிழமை 30.1.2026 கோயம்புத்தூர் xyxy=(24,10,419,32)
award-entry: சிறந்த வில்லி நடிகை சாம்தா (தாமரை) xyxy=(24,1320,316,1341)
award-entry: சிறந்த குழந்தை நட்சத்திரம் ஷாஹில் (ஆதிரா) xyxy=(1266,381,1553,402)
award-entry: சிறந்த உரையாடல் ஆசிரியர் கலைஞர் மு.கருணாநிதி (ரோமாபுரி பாண்டியன்) xyxy=(1266,509,1553,544)
award-entry: சிறந்த ஒளிப்பதிவாளர் ரிச்சர்ட் எம் நாதன் (மாறா) xyxy=(524,559,949,580)
award-entry: சிறந்த இசையமைப்பாளர் ஷான் ரோல்டன் (ஜெய் பீம்) xyxy=(524,476,949,497)
award-entry: சிறந்த பின்னணி இசையமைப்பாளர் சிவானந்த் (சித்தி2 மற்றும் ராசாத்தி) xyxy=(949,1576,1241,1612)
award-entry: சிறந்த கதாநாயகி சைத்ரா (கயல்) xyxy=(30,2133,190,2146)
tv-awards-2020-title: 2020ஆம் ஆண்டுக்கான சின்னத்திரை விருது பெறும் விருதாளர்கள் பட்டியல் xyxy=(949,1064,1241,1112)
award-entry: சிறந்த பின்னணிக் குரல் கொடுப்பவர் (ஆண்) வினோத் (மின்னலே) xyxy=(640,1567,933,1603)
award-entry: சிறந்த இயக்குநர் என்.சுந்தரேஷ்வரன் (வள்ளி) xyxy=(964,416,1252,437)
tv-awards-2022-columns xyxy=(28,2053,840,2241)
award-entry: சிறந்த கதாநாயகி வாணி போஜன் (தெய்வமகள்) xyxy=(1266,276,1553,297)
award-entry: சிறந்த குணச்சித்திர நடிகர் விச்சுவிஸ்வநாத் (எ) சி.விஸ்வநாதன் (நந்தினி) xyxy=(24,1242,316,1278)
award-entry: சிறந்த கதாநாயகன் ஆர்.பாண்டியராஜன் (என் தங்கை) xyxy=(1266,255,1553,276)
award-entry: சிறந்த உரையாடல் ஆசிரியர் சி.பாலமுருகன் (தாய் வீடு) xyxy=(24,1469,316,1490)
award-entry: ஆண்டின் சிறந்த சாதனையாளர் சீதா xyxy=(30,2086,206,2099)
award-entry: சிறந்த குழந்தை நட்சத்திரம் அர்ணவ் விஜய் (ஓ மை டாக்) xyxy=(524,727,949,747)
award-entry: சிறந்த தையல் கலைஞர் விஜயராகவன் (க/பெ. ரணசிங்கம்) xyxy=(24,685,508,706)
award-entry: சிறந்த பின்னணிக் குரல் கொடுப்பவர் (ஆண்) மகாராஜா (பிரியமான தோழி) xyxy=(449,2148,821,2161)
award-entry: சிறந்த கதாநாயகன் ஜெய் ஆகாஷ் (நீ தானே என் பொன் வசந்தம்) xyxy=(949,1200,1241,1236)
page-number-badge: 3 xyxy=(1491,7,1526,42)
award-entry: சிறந்த கதாநாயகன் கார்த்திக் ராஜ் (செம்பருத்தி) xyxy=(1257,1215,1553,1236)
award-entry: சிறந்த வில்லன் நடிகர் T.மாரிமுத்து (எதிர்நீச்சல்) xyxy=(30,2180,263,2193)
award-entry: சிறந்த இயக்குநர் எஸ்.ராஜ் கபூர் (நந்தினி) xyxy=(24,1376,316,1397)
award-entry: சிறந்த இயக்குனர் தா.செ.ஞானவேல் (ஜெய் பீம்) xyxy=(524,413,949,434)
tv-awards-2020-box xyxy=(944,1059,1246,1972)
award-entry: சிறந்த வில்லன் நடிகர் தமிழ் (ஜெய் பீம்) xyxy=(524,308,949,329)
award-entry: ஆண்டின் வாழ்நாள் சாதனையாளர் P.R.வரலட்சுமி xyxy=(24,1180,316,1200)
award-entry: சிறந்த பின்னணிக் குரல் கொடுப்பவர் (ஆண்) மகா ஆதித்யா (பூவே உனக்காக) xyxy=(1257,1552,1553,1588)
award-entry: சிறந்த வில்லன் நடிகர் விசிரி சுந்தர் (பிள்ளை நிலா) xyxy=(964,324,1252,345)
award-entry: சிறந்த வில்லன் நடிகர் வெற்றி (நீ தானே என் பொன் வசந்தம்) xyxy=(949,1329,1241,1364)
award-entry: சிறந்த நெடுந்தொடர் முதல் பரிசு பூவே பூச்சூடவா xyxy=(332,1117,625,1138)
tv-awards-2015-box xyxy=(1261,63,1558,1044)
award-entry: சிறந்த கதாநாயகன் தலைவாசல் விஜய் (அழகு) xyxy=(332,1200,625,1221)
award-entry: சிறந்த கதாநாயகி சபானா ஷாஜகான் (செம்பருத்தி) xyxy=(949,1236,1241,1257)
award-entry: சிறந்த படம் (சிறப்பு பரிசு) தேன் xyxy=(24,183,508,204)
tv-awards-2018-box xyxy=(328,1059,629,1972)
award-entry: சிறந்த கதையாசிரியர் D.அழகு சுந்தரன் (பாரதி கண்ணம்மா) xyxy=(949,1427,1241,1463)
award-entry: சிறந்த பின்னணிக் குரல் கொடுப்பவர் (பெண்) D.சுமதி (சுப்பிரமணியபுரம்) xyxy=(332,1588,625,1624)
award-entry: ஆண்டின் வாழ்நாள் சாதனையாளர் பெருமாள் நெர் xyxy=(30,2101,280,2114)
actress-photo-5 xyxy=(1308,2014,1439,2232)
award-entry: சிறந்த படத் தொகுப்பாளர் எஸ்.நீல்ஸ்டின் (தெய்வமகள்) xyxy=(964,536,1252,557)
award-entry: ஆண்டின் சிறந்த சாதனையாளர் நளினி xyxy=(964,184,1252,205)
award-entry: ஆண்டின் சிறந்த சாதனையாளர் அழகு xyxy=(332,1159,625,1180)
award-entry: ஆண்டின் சிறந்த சாதனையாளர் கே.எஸ்.ஜி.வெங்கடேஷ் xyxy=(24,1159,316,1180)
award-entry: சிறந்த நகைச்சுவை நடிகர் யோகி பாபு (டாக்டர்) xyxy=(524,329,949,350)
